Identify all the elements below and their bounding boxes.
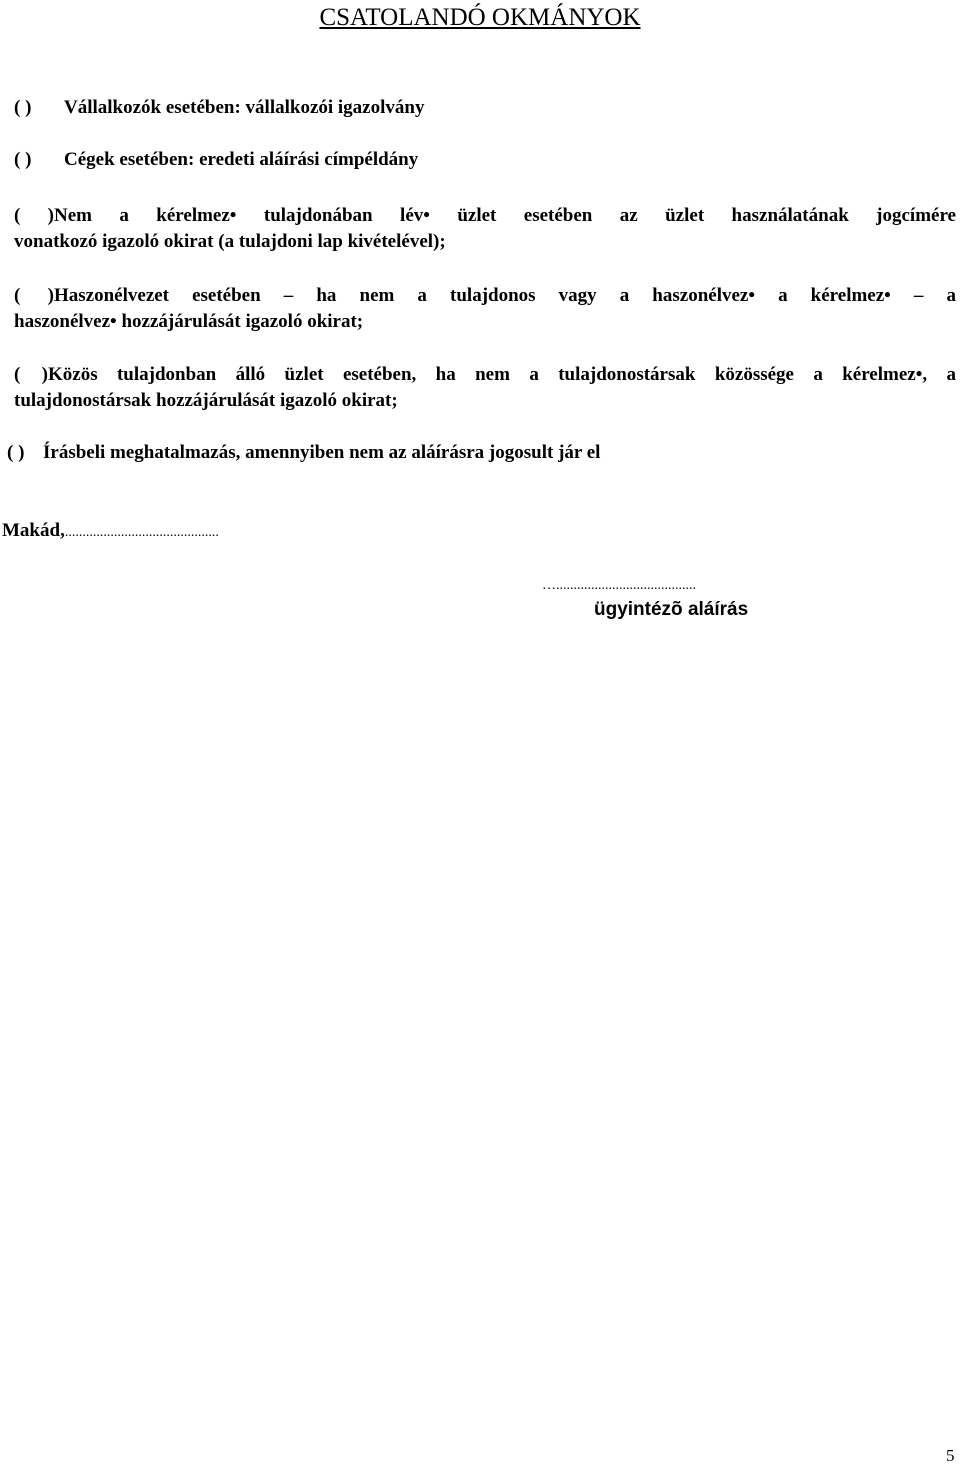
- checkbox-placeholder[interactable]: ( ): [14, 149, 32, 170]
- item-text-line2: tulajdonostársak hozzájárulását igazoló okirat;: [14, 390, 398, 411]
- checklist-item-sole-trader: [14, 95, 956, 121]
- item-text-line2: haszonélvez• hozzájárulását igazoló okirat;: [14, 311, 364, 332]
- checklist-item-joint-ownership: [14, 362, 956, 414]
- checklist-item-power-of-attorney: [7, 440, 949, 466]
- item-text: Vállalkozók esetében: vállalkozói igazolvány: [64, 97, 425, 118]
- item-text-line1: Haszonélvezet esetében – ha nem a tulajdonos vagy a haszonélvez• a kérelmez• – a: [54, 285, 956, 306]
- item-text-line1: Nem a kérelmez• tulajdonában lév• üzlet esetében az üzlet használatának jogcímére: [54, 205, 956, 226]
- place-date-line: [2, 518, 219, 546]
- checkbox-placeholder[interactable]: ( ): [14, 364, 48, 385]
- item-text-line2: vonatkozó igazoló okirat (a tulajdoni lap kivételével);: [14, 231, 446, 252]
- place-label: Makád,: [2, 520, 65, 541]
- page-number: 5: [946, 1446, 955, 1465]
- checklist-item-usufruct: [14, 283, 956, 335]
- page-title: CSATOLANDÓ OKMÁNYOK: [319, 4, 641, 31]
- item-text: Cégek esetében: eredeti aláírási címpéldány: [64, 149, 419, 170]
- checklist-item-not-owned-shop: [14, 203, 956, 255]
- checkbox-placeholder[interactable]: ( ): [7, 442, 25, 463]
- checklist-item-company: [14, 147, 956, 173]
- date-fill-line[interactable]: ............................................: [64, 525, 219, 540]
- item-text-line1: Közös tulajdonban álló üzlet esetében, ha nem a tulajdonostársak közössége a kérelmez•, a: [48, 364, 956, 385]
- checkbox-placeholder[interactable]: ( ): [14, 285, 54, 306]
- signature-label: ügyintézõ aláírás: [594, 599, 749, 620]
- checkbox-placeholder[interactable]: ( ): [14, 97, 32, 118]
- checkbox-placeholder[interactable]: ( ): [14, 205, 54, 226]
- item-text: Írásbeli meghatalmazás, amennyiben nem az aláírásra jogosult jár el: [43, 442, 601, 463]
- signature-line[interactable]: …........................................: [542, 578, 696, 593]
